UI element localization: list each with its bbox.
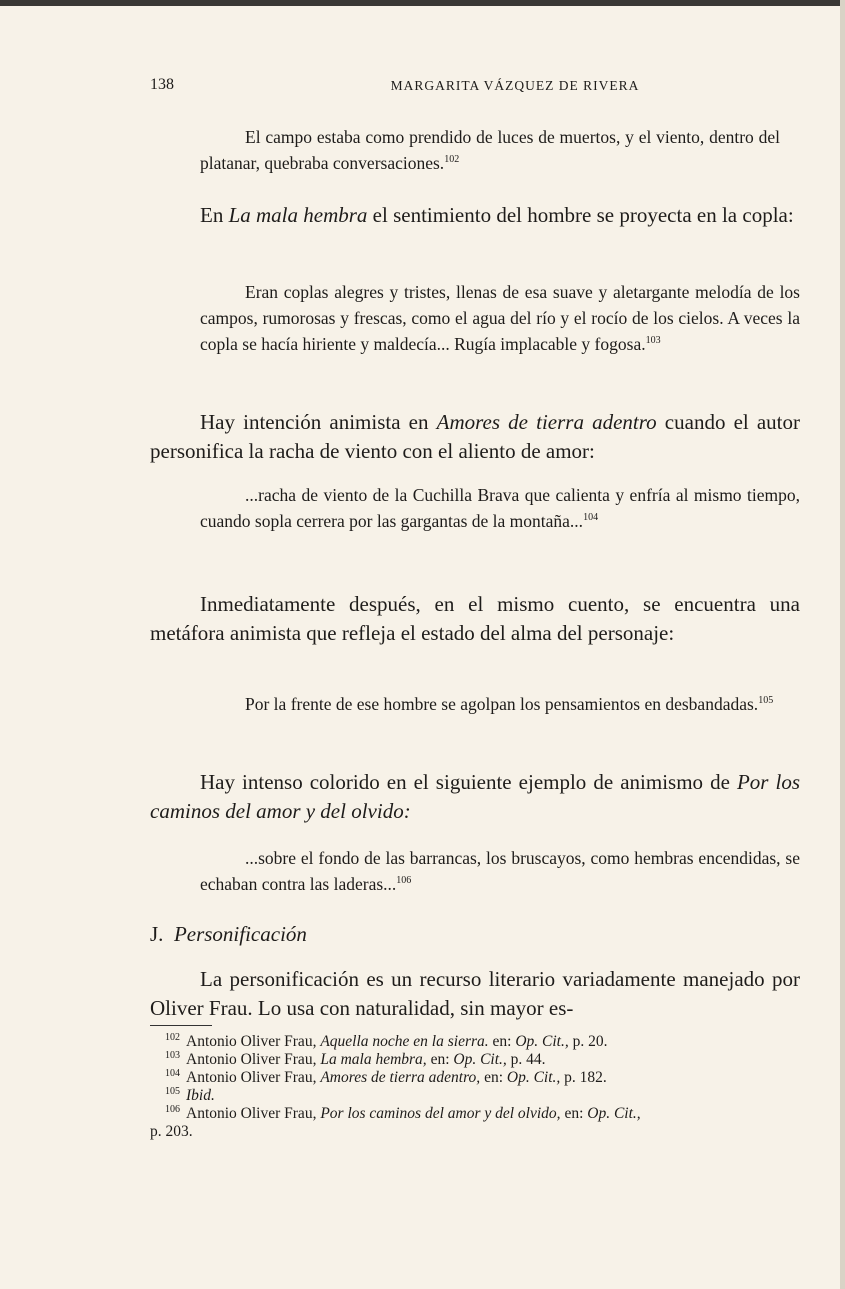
footnote-page: p. 20. [572, 1033, 608, 1050]
footnote-ref-102[interactable]: 102 [444, 154, 460, 166]
footnote-ref-106[interactable]: 106 [396, 875, 412, 887]
paragraph-2-rest: cuando el autor personifica la racha de viento con el aliento de amor: [150, 410, 801, 463]
paragraph-4-title: Por los caminos del amor y del olvido: [150, 770, 800, 823]
paragraph-5: La personificación es un recurso literario variadamente manejado por Oliver Frau. Lo usa con naturalidad, sin mayor es- [150, 967, 800, 1020]
footnote-104: 104 Antonio Oliver Frau, Amores de tierra adentro, en: Op. Cit., p. 182. [165, 1067, 607, 1086]
footnote-mid: en: [484, 1069, 503, 1086]
footnote-author: Antonio Oliver Frau, [186, 1033, 317, 1050]
footnote-page: p. 44. [510, 1051, 546, 1068]
quote-1 [200, 124, 780, 176]
footnotes [150, 1033, 800, 1141]
paragraph-2-lead: Hay intención animista en [200, 410, 429, 434]
quote-2 [200, 279, 800, 357]
paragraph-1-rest: el sentimiento del hombre se proyecta en la copla: [372, 203, 794, 227]
paragraph-2 [150, 408, 800, 466]
footnote-ref-105[interactable]: 105 [758, 695, 774, 707]
footnote-page: p. 182. [564, 1069, 607, 1086]
section-title: Personificación [173, 922, 307, 946]
paragraph-1-lead: En [200, 203, 224, 227]
footnote-ref-104[interactable]: 104 [583, 512, 599, 524]
footnote-103: 103 Antonio Oliver Frau, La mala hembra, en: Op. Cit., p. 44. [165, 1049, 546, 1068]
quote-2-text: Eran coplas alegres y tristes, llenas de esa suave y aletargante melodía de los campos, rumorosas y frescas, como el agua del río y el rocío de los cielos. A veces la copla se hacía hiriente y maldecía... Rugía implacable y fogosa. [200, 282, 800, 354]
quote-5-text: ...sobre el fondo de las barrancas, los bruscayos, como hembras encendidas, se echaban contra las laderas... [200, 848, 800, 894]
quote-4-text: Por la frente de ese hombre se agolpan los pensamientos en desbandadas. [245, 694, 759, 714]
footnote-mid: en: [430, 1051, 450, 1068]
footnote-op-cit: Op. Cit., [506, 1069, 561, 1086]
footnote-title: Amores de tierra adentro, [320, 1069, 481, 1086]
paragraph-4-lead: Hay intenso colorido en el siguiente ejemplo de animismo de [200, 770, 730, 794]
section-heading [150, 922, 307, 947]
footnote-divider [150, 1025, 212, 1026]
quote-3-text: ...racha de viento de la Cuchilla Brava que calienta y enfría al mismo tiempo, cuando sopla cerrera por las gargantas de la montaña... [200, 485, 800, 531]
page-header [150, 76, 800, 100]
footnote-op-cit: Op. Cit., [587, 1105, 641, 1122]
page-number: 138 [150, 76, 174, 93]
paragraph-4 [150, 768, 800, 826]
footnote-title: Aquella noche en la sierra. [320, 1033, 489, 1050]
footnote-op-cit: Op. Cit., [453, 1051, 507, 1068]
footnote-mid: en: [564, 1105, 584, 1122]
footnote-author: Antonio Oliver Frau, [186, 1105, 317, 1122]
quote-1-text: El campo estaba como prendido de luces de muertos, y el viento, dentro del platanar, quebraba conversaciones. [200, 127, 780, 173]
footnote-106-continuation: p. 203. [150, 1123, 193, 1140]
paragraph-1-title: La mala hembra [228, 203, 368, 227]
running-head: MARGARITA VÁZQUEZ DE RIVERA [390, 78, 640, 93]
footnote-105: 105 Ibid. [165, 1085, 215, 1104]
footnote-ref-103[interactable]: 103 [645, 335, 661, 347]
footnote-author: Antonio Oliver Frau, [186, 1069, 317, 1086]
section-letter: J. [150, 922, 164, 946]
footnote-title: La mala hembra, [320, 1051, 427, 1068]
footnote-title: Por los caminos del amor y del olvido, [320, 1105, 561, 1122]
quote-5 [200, 845, 800, 897]
footnote-106: 106 Antonio Oliver Frau, Por los caminos del amor y del olvido, en: Op. Cit., [165, 1103, 641, 1122]
paragraph-2-title: Amores de tierra adentro [436, 410, 657, 434]
quote-4 [200, 691, 800, 717]
paragraph-1 [150, 201, 800, 230]
footnote-op-cit: Op. Cit., [515, 1033, 569, 1050]
footnote-mid: en: [492, 1033, 512, 1050]
footnote-102: 102 Antonio Oliver Frau, Aquella noche en la sierra. en: Op. Cit., p. 20. [165, 1031, 608, 1050]
footnote-author: Antonio Oliver Frau, [186, 1051, 317, 1068]
paragraph-3: Inmediatamente después, en el mismo cuento, se encuentra una metáfora animista que refleja el estado del alma del personaje: [150, 592, 800, 645]
quote-3 [200, 482, 800, 534]
footnote-title: Ibid. [186, 1087, 215, 1104]
